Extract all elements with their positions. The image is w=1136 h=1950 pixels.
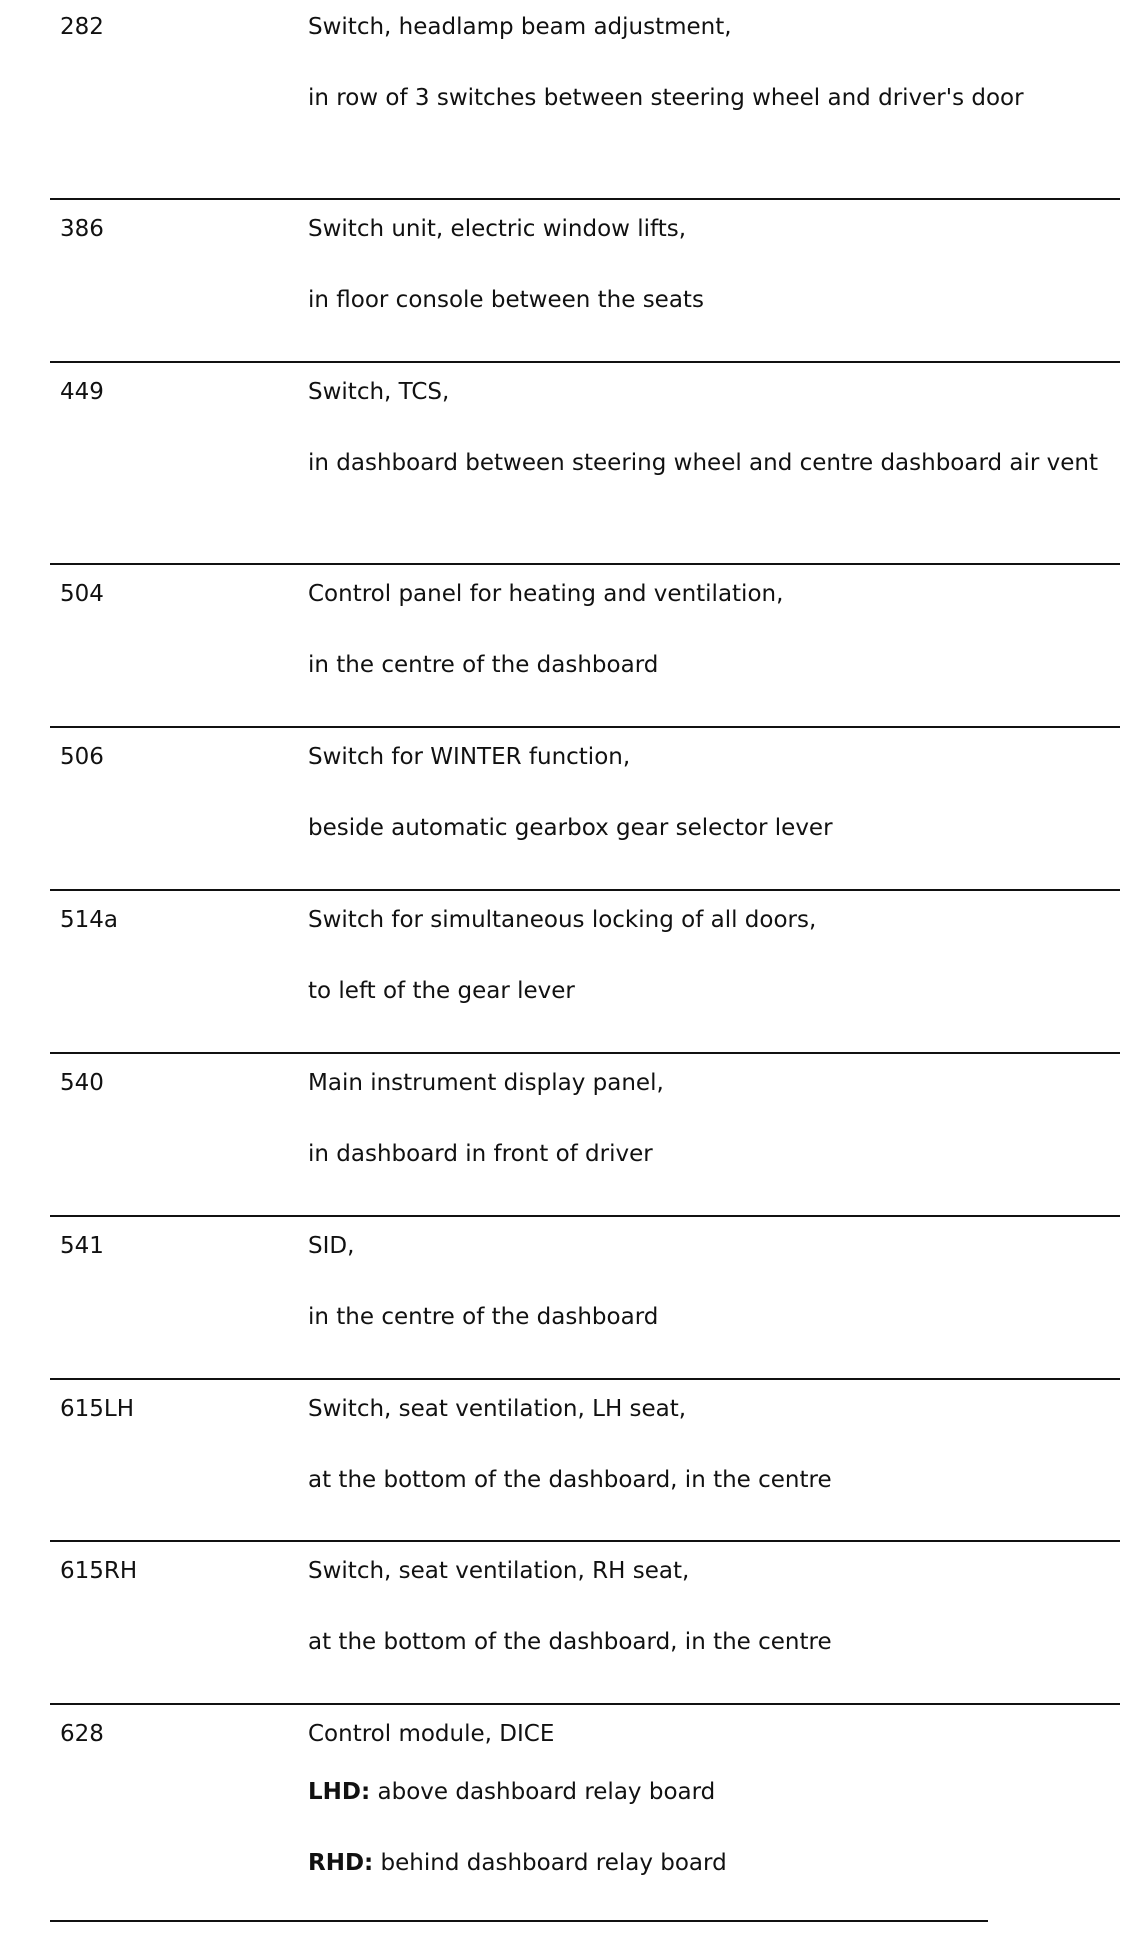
component-location: to left of the gear lever — [308, 978, 575, 1004]
component-title: Control panel for heating and ventilation, — [308, 581, 784, 607]
component-title: Switch, seat ventilation, RH seat, — [308, 1558, 690, 1584]
row-divider — [50, 1703, 1120, 1705]
component-description — [308, 905, 1118, 1006]
component-code: 615RH — [60, 1558, 138, 1584]
component-code: 506 — [60, 744, 104, 770]
row-divider — [50, 1540, 1120, 1542]
component-code: 628 — [60, 1721, 104, 1747]
component-location: in dashboard in front of driver — [308, 1141, 653, 1167]
component-description — [308, 377, 1118, 478]
component-code: 282 — [60, 14, 104, 40]
component-code: 541 — [60, 1233, 104, 1259]
component-title: Switch for WINTER function, — [308, 744, 631, 770]
component-code: 386 — [60, 216, 104, 242]
row-divider — [50, 361, 1120, 363]
component-location: beside automatic gearbox gear selector lever — [308, 815, 833, 841]
component-code: 615LH — [60, 1396, 135, 1422]
component-location: in floor console between the seats — [308, 287, 704, 313]
rhd-location — [308, 1848, 1118, 1878]
row-divider — [50, 1215, 1120, 1217]
component-title: Control module, DICE — [308, 1721, 555, 1747]
row-divider — [50, 726, 1120, 728]
component-description — [308, 1556, 1118, 1657]
component-title: SID, — [308, 1233, 355, 1259]
component-title: Switch, TCS, — [308, 379, 450, 405]
component-code: 504 — [60, 581, 104, 607]
component-title: Switch unit, electric window lifts, — [308, 216, 687, 242]
component-location: at the bottom of the dashboard, in the centre — [308, 1629, 832, 1655]
component-code: 449 — [60, 379, 104, 405]
row-divider — [50, 198, 1120, 200]
component-code: 540 — [60, 1070, 104, 1096]
component-location: at the bottom of the dashboard, in the centre — [308, 1467, 832, 1493]
component-description — [308, 1719, 1118, 1878]
lhd-text: above dashboard relay board — [370, 1779, 716, 1805]
component-code: 514a — [60, 907, 118, 933]
component-location: in the centre of the dashboard — [308, 652, 659, 678]
row-divider — [50, 889, 1120, 891]
component-description — [308, 1068, 1118, 1169]
component-description — [308, 742, 1118, 843]
lhd-label: LHD: — [308, 1779, 371, 1805]
component-title: Switch, seat ventilation, LH seat, — [308, 1396, 687, 1422]
component-title: Main instrument display panel, — [308, 1070, 664, 1096]
component-description — [308, 214, 1118, 315]
row-divider — [50, 1052, 1120, 1054]
component-location: in dashboard between steering wheel and centre dashboard air vent — [308, 450, 1099, 476]
component-description — [308, 1394, 1118, 1495]
row-divider — [50, 563, 1120, 565]
component-title: Switch for simultaneous locking of all doors, — [308, 907, 817, 933]
component-description — [308, 579, 1118, 680]
component-title: Switch, headlamp beam adjustment, — [308, 14, 732, 40]
component-description — [308, 1231, 1118, 1332]
rhd-label: RHD: — [308, 1850, 374, 1876]
row-divider — [50, 1920, 988, 1922]
component-location: in the centre of the dashboard — [308, 1304, 659, 1330]
lhd-location — [308, 1777, 1118, 1807]
rhd-text: behind dashboard relay board — [373, 1850, 727, 1876]
component-location: in row of 3 switches between steering wheel and driver's door — [308, 85, 1024, 111]
component-description — [308, 12, 1118, 113]
row-divider — [50, 1378, 1120, 1380]
